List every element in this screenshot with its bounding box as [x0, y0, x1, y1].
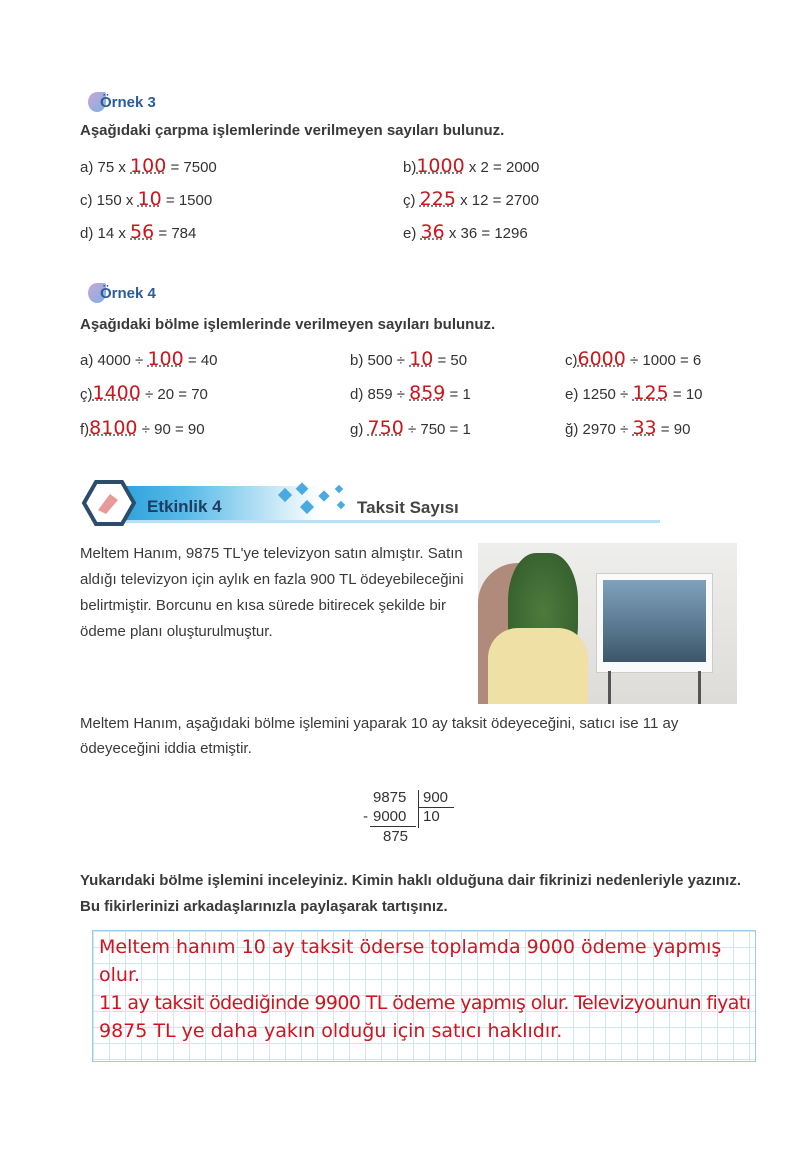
- answer-line: 9875 TL ye daha yakın olduğu için satıcı haklıdır.: [99, 1020, 563, 1042]
- activity-banner: [80, 480, 660, 526]
- answer-line: 11 ay taksit ödediğinde 9900 TL ödeme yapmış olur. Televizyounun fiyatı: [99, 992, 751, 1014]
- answer-grid: [92, 930, 756, 1062]
- quotient: 10: [423, 808, 440, 825]
- activity-title: Taksit Sayısı: [357, 498, 459, 517]
- exercise-item: c)6000 ÷ 1000 = 6: [565, 348, 702, 370]
- divisor: 900: [423, 789, 449, 806]
- exercise-item: d) 859 ÷ 859 = 1: [350, 382, 471, 404]
- activity-paragraph-1: Meltem Hanım, 9875 TL'ye televizyon satın almıştır. Satın aldığı televizyon için aylık en fazla 900 TL ödeyebileceğini belirtmiştir. Borcunu en kısa sürede bitirecek şekilde bir ödeme planı oluşturulmuştur.: [80, 545, 464, 640]
- example3-label: Örnek 3: [100, 93, 156, 111]
- remainder: 875: [383, 828, 409, 845]
- dividend: 9875: [373, 789, 407, 806]
- long-division: [360, 788, 470, 848]
- exercise-item: b) 500 ÷ 10 = 50: [350, 348, 468, 370]
- exercise-item: b)1000 x 2 = 2000: [403, 155, 540, 177]
- subtrahend: 9000: [373, 808, 407, 825]
- exercise-item: ç) 225 x 12 = 2700: [403, 188, 539, 210]
- exercise-item: f)8100 ÷ 90 = 90: [80, 417, 205, 439]
- activity-question: Yukarıdaki bölme işlemini inceleyiniz. Kimin haklı olduğuna dair fikrinizi nedenleriyle yazınız. Bu fikirlerinizi arkadaşlarınızla paylaşarak tartışınız.: [80, 872, 742, 915]
- activity-paragraph-2: Meltem Hanım, aşağıdaki bölme işlemini yaparak 10 ay taksit ödeyeceğini, satıcı ise 11 ay ödeyeceğini iddia etmiştir.: [80, 715, 679, 757]
- exercise-item: e) 1250 ÷ 125 = 10: [565, 382, 703, 404]
- exercise-item: ğ) 2970 ÷ 33 = 90: [565, 417, 691, 439]
- exercise-item: a) 4000 ÷ 100 = 40: [80, 348, 218, 370]
- tv-photo: [478, 543, 737, 704]
- exercise-item: d) 14 x 56 = 784: [80, 221, 197, 243]
- exercise-item: g) 750 ÷ 750 = 1: [350, 417, 471, 439]
- exercise-item: e) 36 x 36 = 1296: [403, 221, 528, 243]
- example3-title: Aşağıdaki çarpma işlemlerinde verilmeyen sayıları bulunuz.: [80, 122, 505, 139]
- example4-title: Aşağıdaki bölme işlemlerinde verilmeyen sayıları bulunuz.: [80, 316, 496, 333]
- example4-label: Örnek 4: [100, 284, 156, 302]
- exercise-item: a) 75 x 100 = 7500: [80, 155, 217, 177]
- handwritten-answer: [93, 931, 755, 1047]
- answer-line: Meltem hanım 10 ay taksit öderse toplamda 9000 ödeme yapmış olur.: [99, 936, 722, 986]
- example3-header: [88, 92, 156, 112]
- activity-label: Etkinlik 4: [147, 497, 222, 516]
- exercise-item: ç)1400 ÷ 20 = 70: [80, 382, 208, 404]
- minus-sign: -: [363, 808, 368, 825]
- example4-header: [88, 283, 156, 303]
- exercise-item: c) 150 x 10 = 1500: [80, 188, 213, 210]
